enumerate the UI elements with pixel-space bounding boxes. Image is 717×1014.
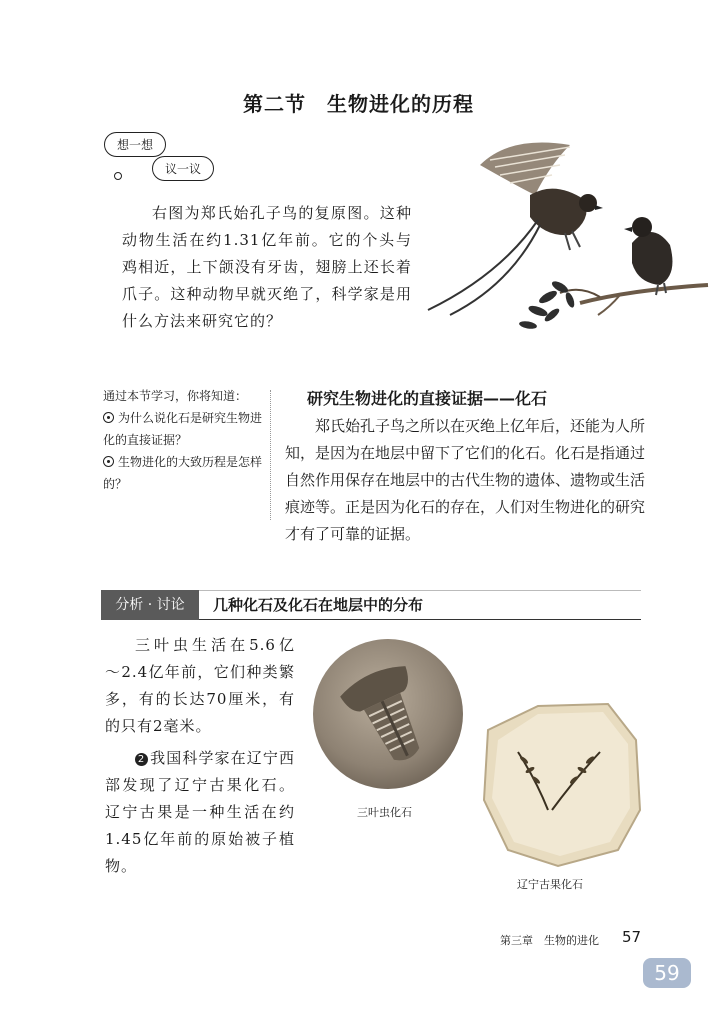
- bubble-dot: [114, 172, 122, 180]
- bird-illustration: [420, 125, 710, 345]
- page-badge: 59: [643, 958, 691, 988]
- footer-page-number: 57: [622, 928, 642, 946]
- liaoning-caption: 辽宁古果化石: [517, 878, 583, 891]
- objective-item: 生物进化的大致历程是怎样的？: [103, 455, 263, 491]
- trilobite-caption: 三叶虫化石: [357, 806, 412, 819]
- fossil-paragraph: 郑氏始孔子鸟之所以在灭绝上亿年后，还能为人所知，是因为在地层中留下了它们的化石。化石是指通过自然作用保存在地层中的古代生物的遗体、遗物或生活痕迹等。正是因为化石的存在，人们对生物进化的研究才有了可靠的证据。: [285, 417, 646, 543]
- number-marker: 2: [135, 753, 148, 766]
- analysis-title: 几种化石及化石在地层中的分布: [213, 596, 424, 614]
- discuss-bubble: 议一议: [152, 156, 214, 181]
- learning-objectives: [103, 385, 263, 495]
- column-divider: [270, 390, 272, 520]
- bullet-icon: [103, 412, 114, 423]
- analysis-rule: [199, 619, 641, 620]
- objectives-heading: 通过本节学习，你将知道：: [103, 389, 248, 403]
- think-bubble: 想一想: [104, 132, 166, 157]
- footer-chapter: 第三章 生物的进化: [500, 934, 599, 947]
- liaoning-paragraph: 2 我国科学家在辽宁西部发现了辽宁古果化石。辽宁古果是一种生活在约1.45亿年前的原始被子植物。: [105, 749, 295, 875]
- bullet-icon: [103, 456, 114, 467]
- section-title: 第二节 生物进化的历程: [243, 92, 474, 116]
- intro-paragraph: 右图为郑氏始孔子鸟的复原图。这种动物生活在约1.31亿年前。它的个头与鸡相近，上下颌没有牙齿，翅膀上还长着爪子。这种动物早就灭绝了，科学家是用什么方法来研究它的？: [122, 204, 412, 330]
- objective-item: 为什么说化石是研究生物进化的直接证据？: [103, 411, 263, 447]
- fossil-heading: 研究生物进化的直接证据——化石: [307, 389, 548, 408]
- trilobite-fossil-photo: [312, 638, 464, 790]
- analysis-tag: 分析 · 讨论: [101, 590, 199, 620]
- analysis-bar: [101, 590, 641, 620]
- trilobite-paragraph: 三叶虫生活在5.6亿 ～2.4亿年前，它们种类繁多，有的长达70厘米，有的只有2毫米。: [105, 636, 295, 735]
- liaoning-fossil-photo: [478, 700, 646, 868]
